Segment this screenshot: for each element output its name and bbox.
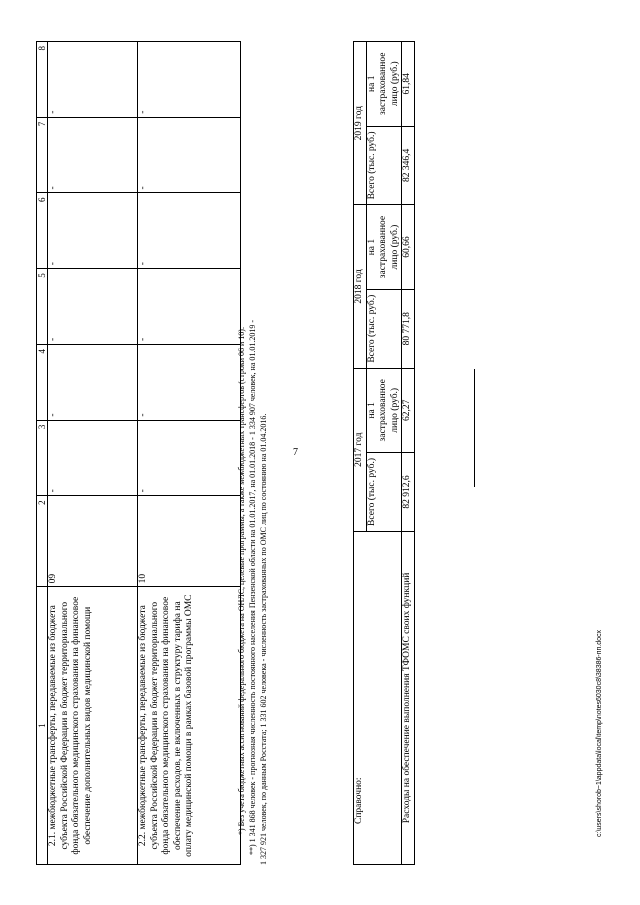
page-number: 7 [293,447,298,458]
year-2019: 2019 год [354,42,367,205]
col-total-2017: Всего (тыс. руб.) [366,453,402,532]
header-col-7: 7 [37,117,48,193]
row-value: - [138,193,241,269]
row-value: - [138,269,241,345]
value-total-2019: 82 346,4 [402,126,415,205]
row-value: - [138,344,241,420]
value-per-person-2019: 61,84 [402,42,415,127]
row-value: - [48,117,138,193]
header-col-2: 2 [37,496,48,587]
footnote-1: *) Без учета бюджетных ассигнований федерального бюджета на ОНЛС, целевые программы, а также межбюджетных трансфертов (строки 06 и 10). [237,327,246,835]
row-code: 09 [48,496,138,587]
header-col-5: 5 [37,269,48,345]
row-description: 2.2. межбюджетные трансферты, передаваемые из бюджета субъекта Российской Федерации в бюджет территориального фонда обязательного медицинского страхования на финансовое обеспечение расходов, не включенных в структуру тарифа на оплату медицинской помощи в рамках базовой программы ОМС [138,587,241,865]
value-per-person-2018: 60,66 [402,205,415,289]
header-col-1: 1 [37,587,48,865]
footnote-2-continued: 1 327 921 человек, по данным Росстата; 1 331 602 человека - численность застрахованных по ОМС лиц по состоянию на 01.04.2016. [259,413,268,865]
footnote-2: **) 1 341 868 человек - прогнозная численность постоянного населения Пензенской области на 01.01.2017, на 01.01.2018 - 1 334 907 человек, на 01.01.2019 - [248,319,257,855]
row-code: 10 [138,496,241,587]
program-financing-table [36,41,241,865]
table-row [138,42,241,865]
separator-line [474,369,475,487]
row-value: - [48,42,138,118]
footnotes [236,25,269,865]
header-col-8: 8 [37,42,48,118]
header-col-3: 3 [37,420,48,496]
value-per-person-2017: 62,27 [402,368,415,452]
table-header-row [37,42,48,865]
row-value: - [48,420,138,496]
value-total-2018: 80 771,8 [402,289,415,368]
row-value: - [48,193,138,269]
col-total-2018: Всего (тыс. руб.) [366,289,402,368]
col-per-person-2018: на 1 застрахованное лицо (руб.) [366,205,402,289]
row-value: - [48,344,138,420]
col-per-person-2019: на 1 застрахованное лицо (руб.) [366,42,402,127]
reference-row-label: Расходы на обеспечение выполнения ТФОМС своих функций [402,531,415,864]
footer-file-path: c:\users\shorob~1\appdata\local\temp\notes6030c8\38386-пп.docx [596,629,603,837]
row-value: - [138,420,241,496]
row-description: 2.1. межбюджетные трансферты, передаваемые из бюджета субъекта Российской Федерации в бюджет территориального фонда обязательного медицинского страхования на финансовое обеспечение дополнительных видов медицинской помощи [48,587,138,865]
table-row [48,42,138,865]
header-col-4: 4 [37,344,48,420]
value-total-2017: 82 912,6 [402,453,415,532]
col-per-person-2017: на 1 застрахованное лицо (руб.) [366,368,402,452]
row-value: - [138,117,241,193]
row-value: - [48,269,138,345]
col-total-2019: Всего (тыс. руб.) [366,126,402,205]
reference-year-row [354,42,367,865]
reference-data-row [402,42,415,865]
year-2018: 2018 год [354,205,367,368]
reference-table [353,41,415,865]
row-value: - [138,42,241,118]
year-2017: 2017 год [354,368,367,531]
reference-label: Справочно: [354,531,402,864]
header-col-6: 6 [37,193,48,269]
